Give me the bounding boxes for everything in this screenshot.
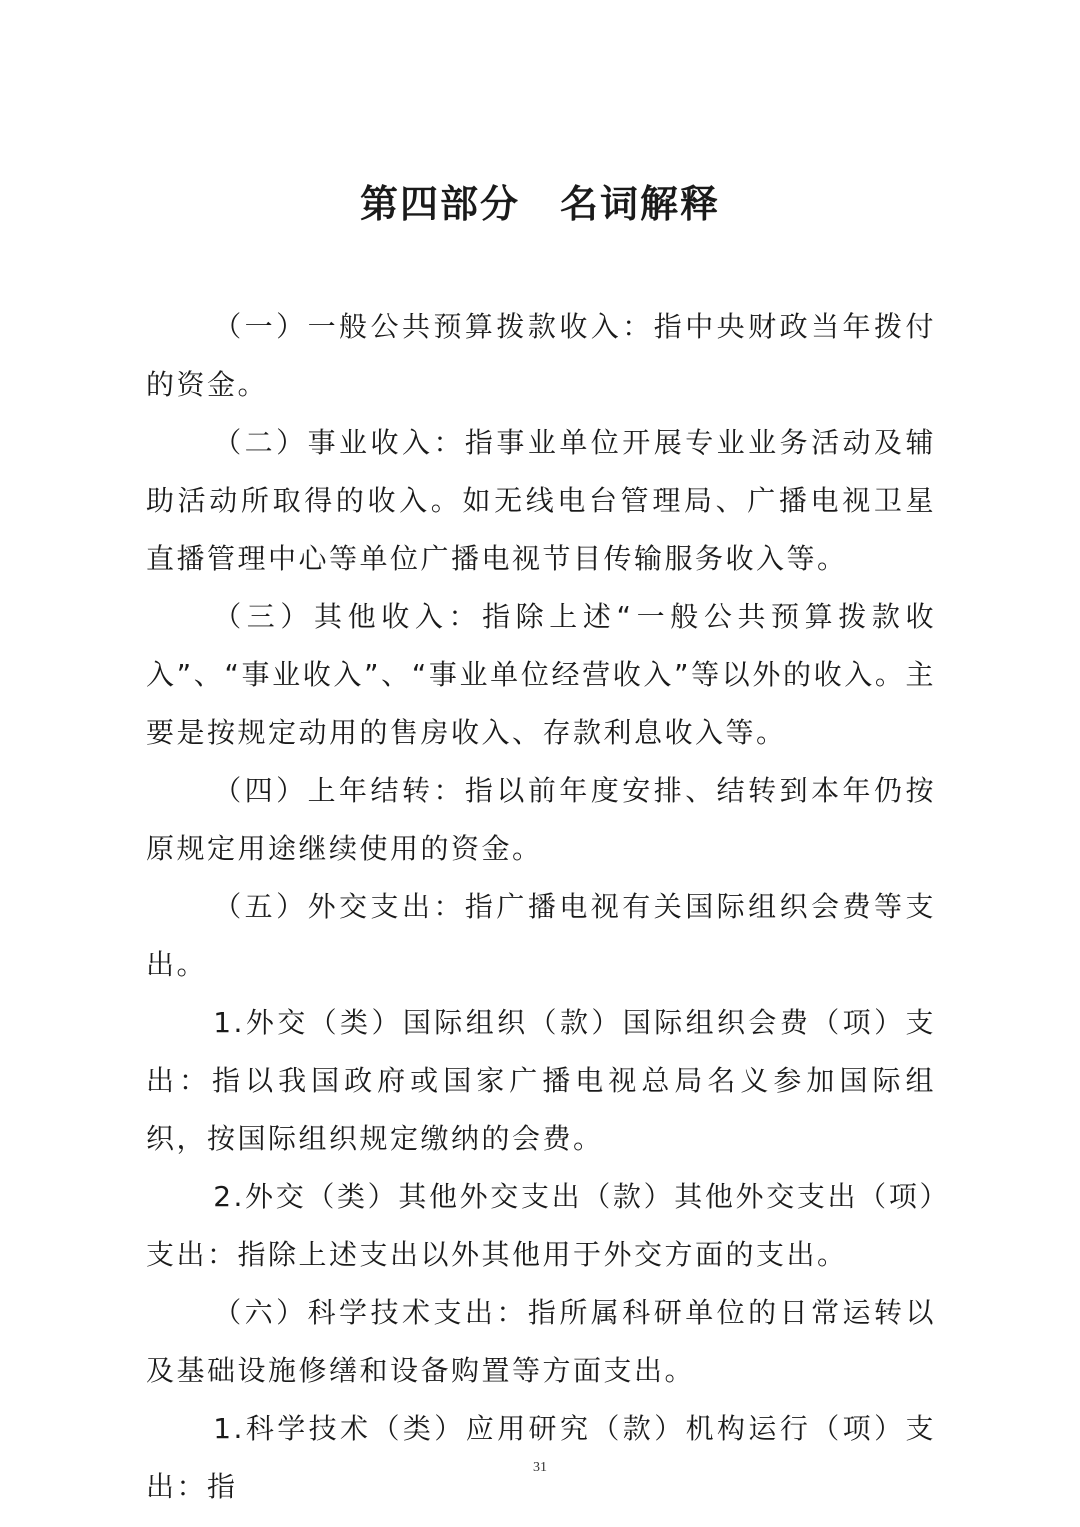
paragraph-science-technology-expenditure: （六）科学技术支出：指所属科研单位的日常运转以及基础设施修缮和设备购置等方面支出。 <box>146 1296 936 1387</box>
page-number: 31 <box>533 1460 547 1475</box>
paragraph-prior-year-carryover: （四）上年结转：指以前年度安排、结转到本年仍按原规定用途继续使用的资金。 <box>146 774 936 865</box>
document-body <box>146 298 936 1516</box>
paragraph-science-technology-item-1: 1.科学技术（类）应用研究（款）机构运行（项）支出：指 <box>146 1412 936 1503</box>
paragraph-foreign-affairs-expenditure: （五）外交支出：指广播电视有关国际组织会费等支出。 <box>146 890 936 981</box>
paragraph-other-income: （三）其他收入：指除上述“一般公共预算拨款收入”、“事业收入”、“事业单位经营收入”等以外的收入。主要是按规定动用的售房收入、存款利息收入等。 <box>146 600 936 749</box>
page-title: 第四部分 名词解释 <box>359 182 720 226</box>
paragraph-foreign-affairs-item-1: 1.外交（类）国际组织（款）国际组织会费（项）支出：指以我国政府或国家广播电视总局名义参加国际组织，按国际组织规定缴纳的会费。 <box>146 1006 936 1155</box>
paragraph-foreign-affairs-item-2: 2.外交（类）其他外交支出（款）其他外交支出（项）支出：指除上述支出以外其他用于外交方面的支出。 <box>146 1180 936 1271</box>
paragraph-general-budget-income: （一）一般公共预算拨款收入：指中央财政当年拨付的资金。 <box>146 310 936 401</box>
paragraph-business-income: （二）事业收入：指事业单位开展专业业务活动及辅助活动所取得的收入。如无线电台管理局、广播电视卫星直播管理中心等单位广播电视节目传输服务收入等。 <box>146 426 936 575</box>
